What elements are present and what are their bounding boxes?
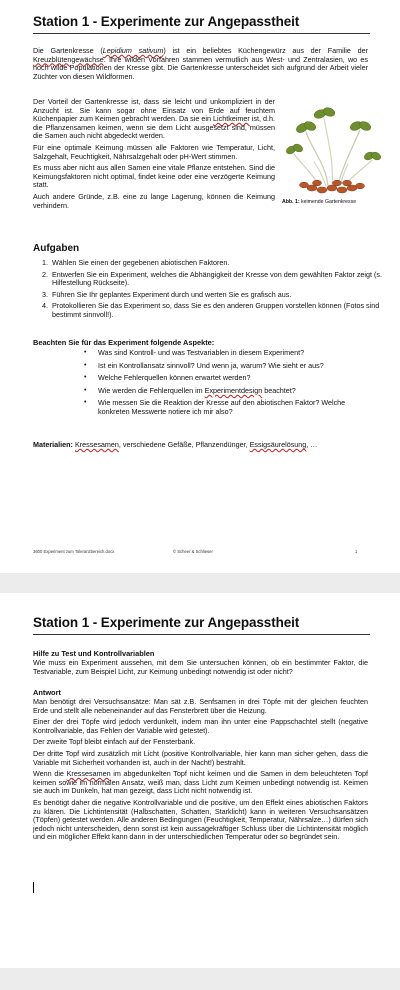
bullet-icon: • — [84, 399, 87, 407]
species-name: Lepidium sativum — [102, 46, 164, 55]
spellcheck-word: Lichtkeimer — [213, 114, 250, 124]
tasks-heading: Aufgaben — [33, 243, 80, 254]
spellcheck-word: Essigsäurelösung — [249, 440, 307, 449]
footer-filename: 3600 Experiment zum Toleranzbereich.docx — [33, 549, 115, 554]
aspect-item: • Was sind Kontroll- und was Testvariablen in diesem Experiment? — [84, 348, 305, 357]
task-item: 3. Führen Sie Ihr geplantes Experiment durch und werten Sie es grafisch aus. — [50, 291, 386, 300]
answer-text — [33, 698, 368, 845]
text-cursor[interactable] — [33, 882, 34, 893]
footer-copyright: © Scheer & Schlieser — [173, 549, 213, 554]
intro-paragraph-5: Auch andere Gründe, z.B. eine zu lange Lagerung, können die Keimung verhindern. — [33, 191, 275, 210]
answer-paragraph: Es benötigt daher die negative Kontrollvariable und die positive, um den Effekt eines abiotischen Faktors zu klären. Die Lichtintensität (Halbschatten, Schatten, Starklicht) kann in weiteren Versuchsansätzen (Töpfen) getestet werden. Alle anderen Bedingungen (Feuchtigkeit, Temperatur, Nährsalze…) dürfen sich jedoch nicht unterscheiden, denn sonst ist kein aussagekräftiger Schluss über die Lichtintensität möglich und ein möglicher Effekt kann dann in der unterschiedlichen Temperatur oder so begründet sein. — [33, 797, 368, 842]
intro-paragraph-1: Die Gartenkresse (Lepidium sativum) ist ein beliebtes Küchengewürz aus der Familie der Kreuzblütengewächse. Ihre wilden Vorfahren stammen vermutlich aus West- und Zentralasien, wo es noch wilde Populationen der Kresse gibt. Die Gartenkresse unterscheidet sich aufgrund der Arbeit vieler Züchter von diesen Wildformen. — [33, 46, 368, 81]
intro-paragraphs — [33, 98, 275, 213]
answer-paragraph: Einer der drei Töpfe wird jedoch verdunkelt, indem man ihn unter eine Pappschachtel stellt (negative Kontrollvariable, das Fehlen der Variable wird getestet). — [33, 717, 368, 735]
intro-paragraph-4: Es muss aber nicht aus allen Samen eine vitale Pflanze entstehen. Sind die Keimungsfaktoren nicht optimal, findet keine oder eine verzögerte Keimung statt. — [33, 163, 275, 190]
help-heading: Hilfe zu Test und Kontrollvariablen — [33, 649, 155, 658]
footer-page-number: 1 — [355, 549, 358, 554]
materials-line: Materialien: Kressesamen, verschiedene Gefäße, Pflanzendünger, Essigsäurelösung, … — [33, 440, 318, 449]
document-page-2 — [0, 593, 400, 968]
answer-paragraph: Wenn die Kressesamen im abgedunkelten Topf nicht keimen und die Samen in dem beleuchteten Topf keimen sowie im normalen Ansatz, weiß man, dass Licht zum Keimen unbedingt notwendig ist. Keimen sie auch im Dunkeln, hat man gezeigt, dass Licht nicht notwendig ist. — [33, 769, 368, 796]
task-item: 4. Protokollieren Sie das Experiment so, dass Sie es den anderen Gruppen vorstellen können (Fotos sind bestimmt sinnvoll!). — [50, 302, 386, 319]
spellcheck-word: Experimentdesign — [204, 385, 263, 395]
bullet-icon: • — [84, 349, 87, 356]
task-item: 1. Wählen Sie einen der gegebenen abiotischen Faktoren. — [50, 259, 386, 268]
answer-paragraph: Der dritte Topf wird zusätzlich mit Licht (positive Kontrollvariable, hier kann man sicher gehen, dass die Variable mit Sicherheit vorhanden ist, auch in der Nacht!) bestrahlt. — [33, 748, 368, 767]
intro-paragraph-2: Der Vorteil der Gartenkresse ist, dass sie leicht und unkompliziert in der Anzucht ist. Sie kann sogar ohne Einsatz von Erde auf feuchtem Küchenpapier zum Keimen gebracht werden. Da sie ein Lichtkeimer ist, d.h. die Pflanzensamen keimen, wenn sie dem Licht ausgesetzt sind, müssen die Samen auch nicht abgedeckt werden. — [33, 97, 275, 141]
figure-caption: Abb. 1: keimende Gartenkresse — [282, 199, 357, 205]
answer-paragraph: Man benötigt drei Versuchsansätze: Man sät z.B. Senfsamen in drei Töpfe mit der gleichen feuchten Erde und stellt alle nebeneinander auf das Fensterbrett über die Heizung. — [33, 697, 368, 715]
answer-paragraph: Der zweite Topf bleibt einfach auf der Fensterbank. — [33, 737, 196, 747]
spellcheck-word: Kreuzblütengewächse — [33, 54, 104, 64]
page-title: Station 1 - Experimente zur Angepasstheit — [33, 615, 370, 635]
bullet-icon: • — [84, 386, 87, 394]
aspect-item: • Wie messen Sie die Reaktion der Kresse auf den abiotischen Faktor? Welche konkreten Messwerte notiere ich mir also? — [84, 398, 346, 416]
spellcheck-word: Kressesamen — [74, 440, 119, 449]
answer-heading: Antwort — [33, 688, 61, 697]
aspect-item: • Ist ein Kontrollansatz sinnvoll? Und wenn ja, warum? Wie sieht er aus? — [84, 360, 324, 370]
intro-paragraph-3: Für eine optimale Keimung müssen alle Faktoren wie Temperatur, Licht, Salzgehalt, Feuchtigkeit, Nährsalzgehalt oder pH-Wert stimmen. — [33, 142, 275, 161]
aspects-heading: Beachten Sie für das Experiment folgende Aspekte: — [33, 338, 215, 347]
bullet-icon: • — [84, 361, 87, 369]
aspect-item: • Welche Fehlerquellen können erwartet werden? — [84, 373, 251, 383]
page-title: Station 1 - Experimente zur Angepasstheit — [33, 14, 370, 34]
cress-illustration — [282, 84, 382, 196]
aspects-list — [66, 349, 366, 421]
aspect-item: • Wie werden die Fehlerquellen im Experimentdesign beachtet? — [84, 385, 296, 395]
bullet-icon: • — [84, 374, 87, 382]
help-text: Wie muss ein Experiment aussehen, mit dem Sie untersuchen können, ob ein bestimmter Faktor, die Testvariable, zum Beispiel Licht, zur Keimung unbedingt notwendig ist oder nicht? — [33, 658, 368, 676]
spellcheck-word: Kressesamen — [66, 769, 111, 779]
tasks-list — [24, 259, 386, 323]
task-item: 2. Entwerfen Sie ein Experiment, welches die Abhängigkeit der Kresse von dem gewählten Faktor zeigt (s. Hilfestellung Rückseite). — [50, 271, 386, 288]
